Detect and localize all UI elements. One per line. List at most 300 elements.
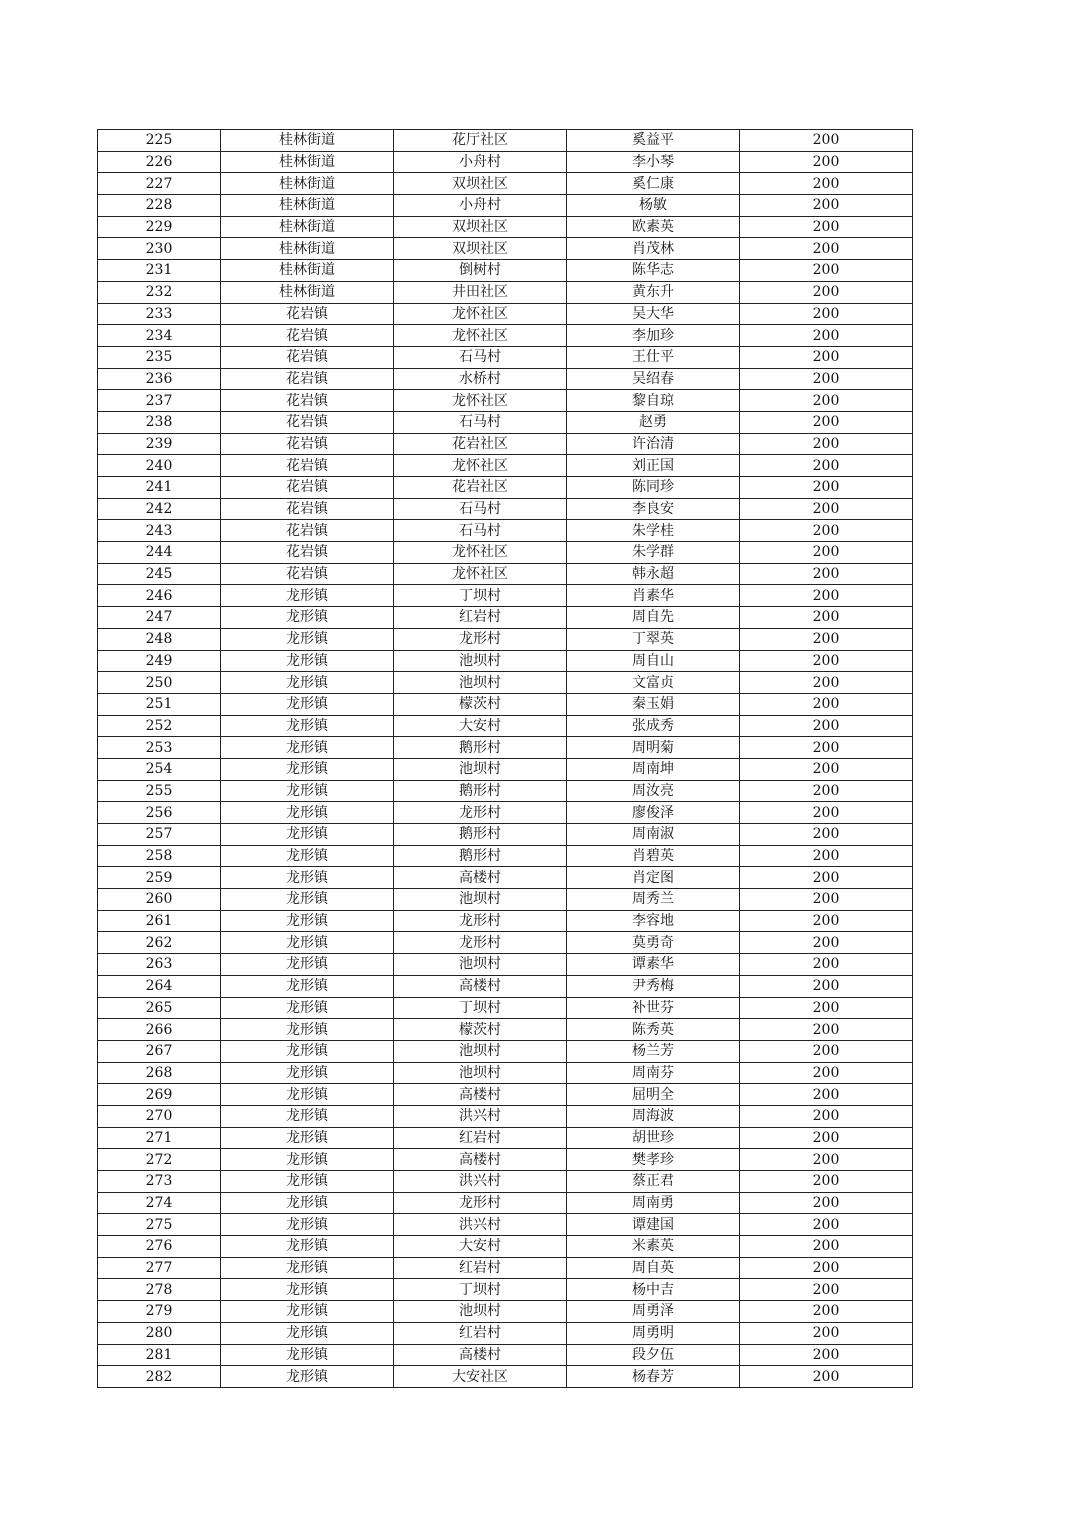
amount-cell: 200 [740, 1062, 913, 1084]
row-number-cell: 255 [98, 780, 221, 802]
table-row [98, 1127, 913, 1149]
table-row [98, 975, 913, 997]
name-cell: 胡世珍 [567, 1127, 740, 1149]
table-row [98, 1322, 913, 1344]
amount-cell: 200 [740, 1257, 913, 1279]
amount-cell: 200 [740, 997, 913, 1019]
name-cell: 文富贞 [567, 672, 740, 694]
name-cell: 王仕平 [567, 346, 740, 368]
name-cell: 李加珍 [567, 325, 740, 347]
name-cell: 尹秀梅 [567, 975, 740, 997]
table-row [98, 650, 913, 672]
town-cell: 龙形镇 [221, 1322, 394, 1344]
name-cell: 陈同珍 [567, 477, 740, 499]
table-row [98, 368, 913, 390]
town-cell: 龙形镇 [221, 628, 394, 650]
village-cell: 水桥村 [394, 368, 567, 390]
row-number-cell: 270 [98, 1105, 221, 1127]
name-cell: 补世芬 [567, 997, 740, 1019]
town-cell: 龙形镇 [221, 1236, 394, 1258]
name-cell: 吴大华 [567, 303, 740, 325]
table-row [98, 715, 913, 737]
amount-cell: 200 [740, 780, 913, 802]
village-cell: 龙怀社区 [394, 542, 567, 564]
amount-cell: 200 [740, 173, 913, 195]
row-number-cell: 233 [98, 303, 221, 325]
town-cell: 龙形镇 [221, 1149, 394, 1171]
row-number-cell: 248 [98, 628, 221, 650]
name-cell: 周海波 [567, 1105, 740, 1127]
amount-cell: 200 [740, 672, 913, 694]
name-cell: 周汝亮 [567, 780, 740, 802]
name-cell: 陈华志 [567, 260, 740, 282]
name-cell: 杨敏 [567, 195, 740, 217]
amount-cell: 200 [740, 693, 913, 715]
village-cell: 井田社区 [394, 281, 567, 303]
row-number-cell: 225 [98, 130, 221, 152]
amount-cell: 200 [740, 281, 913, 303]
amount-cell: 200 [740, 975, 913, 997]
village-cell: 龙怀社区 [394, 303, 567, 325]
table-row [98, 889, 913, 911]
village-cell: 红岩村 [394, 1257, 567, 1279]
amount-cell: 200 [740, 1019, 913, 1041]
row-number-cell: 239 [98, 433, 221, 455]
town-cell: 龙形镇 [221, 1105, 394, 1127]
name-cell: 樊孝珍 [567, 1149, 740, 1171]
village-cell: 龙怀社区 [394, 563, 567, 585]
name-cell: 刘正国 [567, 455, 740, 477]
village-cell: 石马村 [394, 346, 567, 368]
town-cell: 桂林街道 [221, 195, 394, 217]
row-number-cell: 265 [98, 997, 221, 1019]
amount-cell: 200 [740, 1040, 913, 1062]
name-cell: 赵勇 [567, 411, 740, 433]
town-cell: 龙形镇 [221, 585, 394, 607]
village-cell: 石马村 [394, 411, 567, 433]
amount-cell: 200 [740, 824, 913, 846]
row-number-cell: 269 [98, 1084, 221, 1106]
amount-cell: 200 [740, 607, 913, 629]
row-number-cell: 262 [98, 932, 221, 954]
table-row [98, 1084, 913, 1106]
row-number-cell: 232 [98, 281, 221, 303]
name-cell: 李小琴 [567, 151, 740, 173]
row-number-cell: 263 [98, 954, 221, 976]
town-cell: 花岩镇 [221, 498, 394, 520]
table-row [98, 585, 913, 607]
table-row [98, 672, 913, 694]
table-row [98, 477, 913, 499]
village-cell: 池坝村 [394, 1301, 567, 1323]
village-cell: 大安村 [394, 1236, 567, 1258]
village-cell: 龙怀社区 [394, 390, 567, 412]
table-row [98, 216, 913, 238]
table-row [98, 260, 913, 282]
table-row [98, 1236, 913, 1258]
town-cell: 花岩镇 [221, 390, 394, 412]
amount-cell: 200 [740, 542, 913, 564]
name-cell: 周明菊 [567, 737, 740, 759]
amount-cell: 200 [740, 303, 913, 325]
subsidy-list-table [97, 129, 913, 1388]
town-cell: 龙形镇 [221, 845, 394, 867]
row-number-cell: 271 [98, 1127, 221, 1149]
row-number-cell: 228 [98, 195, 221, 217]
village-cell: 小舟村 [394, 151, 567, 173]
village-cell: 龙怀社区 [394, 455, 567, 477]
table-row [98, 498, 913, 520]
village-cell: 高楼村 [394, 1149, 567, 1171]
table-row [98, 693, 913, 715]
row-number-cell: 281 [98, 1344, 221, 1366]
table-row [98, 737, 913, 759]
row-number-cell: 235 [98, 346, 221, 368]
name-cell: 陈秀英 [567, 1019, 740, 1041]
name-cell: 周南淑 [567, 824, 740, 846]
amount-cell: 200 [740, 715, 913, 737]
village-cell: 双坝社区 [394, 238, 567, 260]
row-number-cell: 276 [98, 1236, 221, 1258]
row-number-cell: 268 [98, 1062, 221, 1084]
table-row [98, 390, 913, 412]
village-cell: 鹅形村 [394, 845, 567, 867]
row-number-cell: 280 [98, 1322, 221, 1344]
table-row [98, 932, 913, 954]
amount-cell: 200 [740, 368, 913, 390]
village-cell: 池坝村 [394, 889, 567, 911]
name-cell: 周勇泽 [567, 1301, 740, 1323]
name-cell: 吴绍春 [567, 368, 740, 390]
village-cell: 龙形村 [394, 628, 567, 650]
town-cell: 龙形镇 [221, 1257, 394, 1279]
amount-cell: 200 [740, 1322, 913, 1344]
name-cell: 黄东升 [567, 281, 740, 303]
row-number-cell: 279 [98, 1301, 221, 1323]
town-cell: 花岩镇 [221, 303, 394, 325]
village-cell: 池坝村 [394, 672, 567, 694]
village-cell: 池坝村 [394, 650, 567, 672]
village-cell: 高楼村 [394, 975, 567, 997]
table-row [98, 1366, 913, 1388]
village-cell: 池坝村 [394, 758, 567, 780]
town-cell: 桂林街道 [221, 151, 394, 173]
village-cell: 小舟村 [394, 195, 567, 217]
town-cell: 龙形镇 [221, 910, 394, 932]
town-cell: 龙形镇 [221, 607, 394, 629]
row-number-cell: 238 [98, 411, 221, 433]
amount-cell: 200 [740, 1084, 913, 1106]
amount-cell: 200 [740, 1214, 913, 1236]
table-row [98, 1105, 913, 1127]
town-cell: 龙形镇 [221, 1127, 394, 1149]
village-cell: 丁坝村 [394, 997, 567, 1019]
name-cell: 周自山 [567, 650, 740, 672]
amount-cell: 200 [740, 411, 913, 433]
row-number-cell: 258 [98, 845, 221, 867]
town-cell: 龙形镇 [221, 650, 394, 672]
town-cell: 花岩镇 [221, 563, 394, 585]
amount-cell: 200 [740, 1344, 913, 1366]
village-cell: 花岩社区 [394, 433, 567, 455]
name-cell: 莫勇奇 [567, 932, 740, 954]
town-cell: 龙形镇 [221, 802, 394, 824]
table-row [98, 411, 913, 433]
village-cell: 龙形村 [394, 1192, 567, 1214]
name-cell: 蔡正君 [567, 1171, 740, 1193]
row-number-cell: 252 [98, 715, 221, 737]
town-cell: 龙形镇 [221, 672, 394, 694]
village-cell: 鹅形村 [394, 737, 567, 759]
amount-cell: 200 [740, 498, 913, 520]
amount-cell: 200 [740, 1127, 913, 1149]
name-cell: 周自英 [567, 1257, 740, 1279]
row-number-cell: 277 [98, 1257, 221, 1279]
name-cell: 杨春芳 [567, 1366, 740, 1388]
town-cell: 花岩镇 [221, 325, 394, 347]
amount-cell: 200 [740, 802, 913, 824]
amount-cell: 200 [740, 238, 913, 260]
village-cell: 花厅社区 [394, 130, 567, 152]
table-row [98, 173, 913, 195]
town-cell: 花岩镇 [221, 368, 394, 390]
row-number-cell: 274 [98, 1192, 221, 1214]
row-number-cell: 257 [98, 824, 221, 846]
table-row [98, 802, 913, 824]
amount-cell: 200 [740, 628, 913, 650]
row-number-cell: 282 [98, 1366, 221, 1388]
row-number-cell: 240 [98, 455, 221, 477]
row-number-cell: 226 [98, 151, 221, 173]
table-row [98, 195, 913, 217]
village-cell: 鹅形村 [394, 824, 567, 846]
table-row [98, 1149, 913, 1171]
name-cell: 周勇明 [567, 1322, 740, 1344]
town-cell: 龙形镇 [221, 889, 394, 911]
amount-cell: 200 [740, 563, 913, 585]
table-row [98, 910, 913, 932]
town-cell: 桂林街道 [221, 216, 394, 238]
town-cell: 龙形镇 [221, 954, 394, 976]
name-cell: 杨中吉 [567, 1279, 740, 1301]
table-row [98, 1344, 913, 1366]
amount-cell: 200 [740, 585, 913, 607]
amount-cell: 200 [740, 195, 913, 217]
name-cell: 杨兰芳 [567, 1040, 740, 1062]
amount-cell: 200 [740, 455, 913, 477]
name-cell: 周南芬 [567, 1062, 740, 1084]
town-cell: 桂林街道 [221, 260, 394, 282]
village-cell: 鹅形村 [394, 780, 567, 802]
row-number-cell: 278 [98, 1279, 221, 1301]
name-cell: 周自先 [567, 607, 740, 629]
row-number-cell: 243 [98, 520, 221, 542]
name-cell: 李容地 [567, 910, 740, 932]
name-cell: 朱学群 [567, 542, 740, 564]
table-row [98, 520, 913, 542]
table-row [98, 1171, 913, 1193]
amount-cell: 200 [740, 650, 913, 672]
town-cell: 花岩镇 [221, 477, 394, 499]
town-cell: 龙形镇 [221, 737, 394, 759]
town-cell: 龙形镇 [221, 1192, 394, 1214]
name-cell: 肖碧英 [567, 845, 740, 867]
amount-cell: 200 [740, 346, 913, 368]
town-cell: 龙形镇 [221, 1214, 394, 1236]
name-cell: 张成秀 [567, 715, 740, 737]
town-cell: 龙形镇 [221, 867, 394, 889]
amount-cell: 200 [740, 737, 913, 759]
row-number-cell: 272 [98, 1149, 221, 1171]
amount-cell: 200 [740, 216, 913, 238]
village-cell: 高楼村 [394, 867, 567, 889]
village-cell: 双坝社区 [394, 173, 567, 195]
town-cell: 花岩镇 [221, 542, 394, 564]
table-row [98, 1279, 913, 1301]
table-row [98, 997, 913, 1019]
name-cell: 欧素英 [567, 216, 740, 238]
name-cell: 奚仁康 [567, 173, 740, 195]
table-row [98, 954, 913, 976]
village-cell: 红岩村 [394, 607, 567, 629]
name-cell: 肖茂林 [567, 238, 740, 260]
row-number-cell: 231 [98, 260, 221, 282]
town-cell: 龙形镇 [221, 1344, 394, 1366]
village-cell: 檬茨村 [394, 1019, 567, 1041]
town-cell: 花岩镇 [221, 520, 394, 542]
amount-cell: 200 [740, 1366, 913, 1388]
row-number-cell: 259 [98, 867, 221, 889]
table-row [98, 325, 913, 347]
village-cell: 檬茨村 [394, 693, 567, 715]
town-cell: 桂林街道 [221, 281, 394, 303]
amount-cell: 200 [740, 867, 913, 889]
town-cell: 龙形镇 [221, 1040, 394, 1062]
village-cell: 洪兴村 [394, 1214, 567, 1236]
table-row [98, 151, 913, 173]
village-cell: 龙形村 [394, 932, 567, 954]
table-row [98, 1040, 913, 1062]
table-row [98, 542, 913, 564]
row-number-cell: 264 [98, 975, 221, 997]
town-cell: 龙形镇 [221, 1019, 394, 1041]
amount-cell: 200 [740, 1279, 913, 1301]
village-cell: 高楼村 [394, 1344, 567, 1366]
row-number-cell: 230 [98, 238, 221, 260]
village-cell: 池坝村 [394, 954, 567, 976]
village-cell: 双坝社区 [394, 216, 567, 238]
town-cell: 花岩镇 [221, 346, 394, 368]
town-cell: 龙形镇 [221, 1279, 394, 1301]
town-cell: 龙形镇 [221, 975, 394, 997]
amount-cell: 200 [740, 1192, 913, 1214]
table-row [98, 303, 913, 325]
village-cell: 红岩村 [394, 1322, 567, 1344]
town-cell: 花岩镇 [221, 433, 394, 455]
town-cell: 龙形镇 [221, 1062, 394, 1084]
row-number-cell: 242 [98, 498, 221, 520]
table-row [98, 780, 913, 802]
row-number-cell: 229 [98, 216, 221, 238]
village-cell: 丁坝村 [394, 585, 567, 607]
village-cell: 龙怀社区 [394, 325, 567, 347]
town-cell: 龙形镇 [221, 715, 394, 737]
name-cell: 朱学桂 [567, 520, 740, 542]
table-row [98, 1214, 913, 1236]
village-cell: 丁坝村 [394, 1279, 567, 1301]
amount-cell: 200 [740, 130, 913, 152]
row-number-cell: 267 [98, 1040, 221, 1062]
table-row [98, 628, 913, 650]
amount-cell: 200 [740, 1149, 913, 1171]
table-row [98, 1257, 913, 1279]
village-cell: 高楼村 [394, 1084, 567, 1106]
village-cell: 花岩社区 [394, 477, 567, 499]
town-cell: 龙形镇 [221, 997, 394, 1019]
village-cell: 大安社区 [394, 1366, 567, 1388]
village-cell: 洪兴村 [394, 1105, 567, 1127]
table-row [98, 130, 913, 152]
name-cell: 周秀兰 [567, 889, 740, 911]
town-cell: 龙形镇 [221, 693, 394, 715]
row-number-cell: 266 [98, 1019, 221, 1041]
village-cell: 石马村 [394, 520, 567, 542]
name-cell: 李良安 [567, 498, 740, 520]
village-cell: 倒树村 [394, 260, 567, 282]
table-row [98, 758, 913, 780]
table-row [98, 238, 913, 260]
village-cell: 龙形村 [394, 910, 567, 932]
table-row [98, 1019, 913, 1041]
row-number-cell: 256 [98, 802, 221, 824]
row-number-cell: 236 [98, 368, 221, 390]
row-number-cell: 249 [98, 650, 221, 672]
village-cell: 洪兴村 [394, 1171, 567, 1193]
table-row [98, 867, 913, 889]
amount-cell: 200 [740, 433, 913, 455]
town-cell: 花岩镇 [221, 411, 394, 433]
row-number-cell: 250 [98, 672, 221, 694]
town-cell: 龙形镇 [221, 1084, 394, 1106]
name-cell: 廖俊泽 [567, 802, 740, 824]
town-cell: 龙形镇 [221, 1301, 394, 1323]
village-cell: 大安村 [394, 715, 567, 737]
row-number-cell: 241 [98, 477, 221, 499]
town-cell: 龙形镇 [221, 1171, 394, 1193]
name-cell: 段夕伍 [567, 1344, 740, 1366]
amount-cell: 200 [740, 1105, 913, 1127]
table-row [98, 1192, 913, 1214]
name-cell: 周南勇 [567, 1192, 740, 1214]
amount-cell: 200 [740, 932, 913, 954]
name-cell: 肖素华 [567, 585, 740, 607]
village-cell: 龙形村 [394, 802, 567, 824]
name-cell: 米素英 [567, 1236, 740, 1258]
name-cell: 屈明全 [567, 1084, 740, 1106]
town-cell: 桂林街道 [221, 173, 394, 195]
amount-cell: 200 [740, 1236, 913, 1258]
town-cell: 龙形镇 [221, 932, 394, 954]
row-number-cell: 273 [98, 1171, 221, 1193]
amount-cell: 200 [740, 910, 913, 932]
name-cell: 黎自琼 [567, 390, 740, 412]
amount-cell: 200 [740, 260, 913, 282]
name-cell: 周南坤 [567, 758, 740, 780]
name-cell: 谭素华 [567, 954, 740, 976]
town-cell: 花岩镇 [221, 455, 394, 477]
row-number-cell: 247 [98, 607, 221, 629]
row-number-cell: 237 [98, 390, 221, 412]
